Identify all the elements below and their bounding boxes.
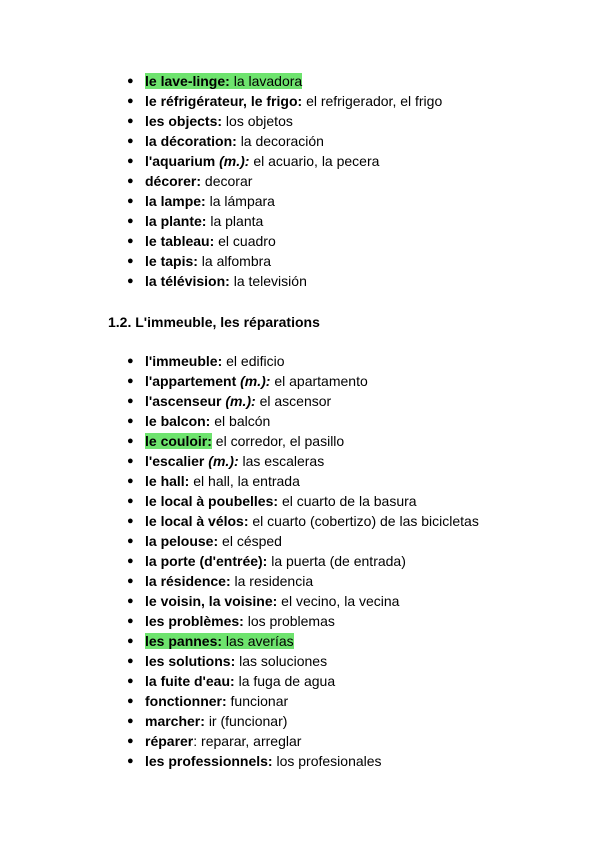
spanish-translation: el cuarto (cobertizo) de las bicicletas [252,513,479,529]
entry-text [145,553,406,569]
bullet-icon: ● [127,755,134,767]
list-item [126,471,479,491]
french-term: la porte (d'entrée): [145,553,268,569]
list-item [126,191,442,211]
list-item [126,491,479,511]
french-term: marcher: [145,713,205,729]
spanish-translation: el balcón [214,413,271,429]
french-term: les solutions: [145,653,236,669]
spanish-translation: las escaleras [242,453,325,469]
spanish-translation: los objetos [225,113,293,129]
spanish-translation: el vecino, la vecina [281,593,400,609]
bullet-icon: ● [127,275,134,287]
french-term: la télévision: [145,273,230,289]
bullet-icon: ● [127,155,134,167]
spanish-translation: la residencia [234,573,314,589]
entry-text [145,673,335,689]
list-item [126,91,442,111]
bullet-icon: ● [127,735,134,747]
list-item [126,731,479,751]
entry-text [145,733,301,749]
bullet-icon: ● [127,715,134,727]
list-item [126,651,479,671]
french-term: réparer [145,733,194,749]
spanish-translation: el cuarto de la basura [281,493,417,509]
french-term: le hall: [145,473,190,489]
french-term: le tableau: [145,233,215,249]
gender-marker: (m.): [240,373,271,389]
highlight [145,73,302,89]
list-item [126,71,442,91]
spanish-translation: la fuga de agua [238,673,336,689]
spanish-translation: el acuario, la pecera [253,153,380,169]
entry-text [145,513,479,529]
list-item [126,231,442,251]
entry-text [145,153,379,169]
entry-text [145,213,263,229]
french-term: le lave-linge: [145,73,230,89]
vocab-list-building [126,351,479,771]
entry-text [145,573,313,589]
bullet-icon: ● [127,695,134,707]
french-term: le couloir: [145,433,212,449]
bullet-icon: ● [127,475,134,487]
french-term: les professionnels: [145,753,273,769]
entry-text [145,633,294,649]
french-term: la pelouse: [145,533,219,549]
spanish-translation: el hall, la entrada [193,473,300,489]
french-term: le balcon: [145,413,211,429]
gender-marker: (m.): [225,393,256,409]
gender-marker: (m.): [208,453,239,469]
entry-text [145,373,368,389]
entry-text [145,433,212,449]
spanish-translation: la alfombra [201,253,272,269]
french-term: le voisin, la voisine: [145,593,278,609]
entry-text [145,73,302,89]
bullet-icon: ● [127,595,134,607]
list-item [126,551,479,571]
bullet-icon: ● [127,375,134,387]
entry-text [145,93,442,109]
french-term: la résidence: [145,573,231,589]
entry-text [145,453,324,469]
entry-text [145,233,276,249]
list-item [126,751,479,771]
french-term: la lampe: [145,193,206,209]
entry-text [145,393,331,409]
spanish-translation: la puerta (de entrada) [271,553,406,569]
bullet-icon: ● [127,655,134,667]
vocab-list-household [126,71,442,291]
list-item [126,591,479,611]
bullet-icon: ● [127,355,134,367]
entry-text [145,113,293,129]
entry-text [145,593,399,609]
list-item [126,171,442,191]
bullet-icon: ● [127,255,134,267]
entry-text [145,533,282,549]
bullet-icon: ● [127,675,134,687]
spanish-translation: el corredor, el pasillo [215,433,345,449]
entry-text [145,713,287,729]
spanish-translation: la lámpara [209,193,275,209]
spanish-translation: el ascensor [259,393,332,409]
french-term: l'appartement [145,373,237,389]
french-term: l'immeuble: [145,353,223,369]
bullet-icon: ● [127,495,134,507]
list-item [126,671,479,691]
list-item [126,211,442,231]
french-term: l'ascenseur [145,393,222,409]
list-item [126,351,479,371]
bullet-icon: ● [127,515,134,527]
spanish-translation: ir (funcionar) [208,713,288,729]
entry-text [145,493,417,509]
spanish-translation: decorar [204,173,253,189]
list-item [126,431,479,451]
spanish-translation: la lavadora [233,73,303,89]
bullet-icon: ● [127,575,134,587]
entry-text [145,133,324,149]
bullet-icon: ● [127,195,134,207]
french-term: le réfrigérateur, le frigo: [145,93,303,109]
spanish-translation: los problemas [247,613,335,629]
french-term: le local à poubelles: [145,493,279,509]
bullet-icon: ● [127,115,134,127]
entry-text [145,753,382,769]
entry-text [145,353,285,369]
entry-text [145,693,288,709]
spanish-translation: funcionar [230,693,289,709]
entry-text [145,273,307,289]
entry-text [145,413,270,429]
bullet-icon: ● [127,75,134,87]
french-term: les pannes: [145,633,223,649]
french-term: les objects: [145,113,223,129]
spanish-translation: el edificio [226,353,285,369]
spanish-translation: la decoración [240,133,324,149]
list-item [126,111,442,131]
list-item [126,251,442,271]
spanish-translation: : reparar, arreglar [193,733,302,749]
spanish-translation: la planta [210,213,264,229]
french-term: l'escalier [145,453,205,469]
gender-marker: (m.): [219,153,250,169]
list-item [126,391,479,411]
spanish-translation: el cuadro [218,233,276,249]
french-term: décorer: [145,173,202,189]
bullet-icon: ● [127,435,134,447]
bullet-icon: ● [127,415,134,427]
french-term: le local à vélos: [145,513,249,529]
section-heading: 1.2. L'immeuble, les réparations [108,314,320,330]
bullet-icon: ● [127,235,134,247]
list-item [126,711,479,731]
highlight [145,633,294,649]
bullet-icon: ● [127,635,134,647]
list-item [126,571,479,591]
bullet-icon: ● [127,215,134,227]
entry-text [145,173,252,189]
entry-text [145,613,335,629]
bullet-icon: ● [127,95,134,107]
list-item [126,151,442,171]
list-item [126,411,479,431]
french-term: les problèmes: [145,613,244,629]
list-item [126,131,442,151]
spanish-translation: el refrigerador, el frigo [306,93,443,109]
list-item [126,271,442,291]
spanish-translation: el apartamento [274,373,368,389]
entry-text [145,473,300,489]
french-term: la décoration: [145,133,237,149]
french-term: la fuite d'eau: [145,673,235,689]
bullet-icon: ● [127,615,134,627]
spanish-translation: la televisión [233,273,307,289]
entry-text [145,653,327,669]
highlight [145,433,212,449]
entry-text [145,253,271,269]
entry-text [145,193,275,209]
spanish-translation: las soluciones [239,653,328,669]
list-item [126,691,479,711]
list-item [126,451,479,471]
list-item [126,631,479,651]
bullet-icon: ● [127,395,134,407]
french-term: le tapis: [145,253,198,269]
french-term: fonctionner: [145,693,227,709]
bullet-icon: ● [127,535,134,547]
list-item [126,611,479,631]
french-term: l'aquarium [145,153,216,169]
spanish-translation: el césped [222,533,282,549]
bullet-icon: ● [127,175,134,187]
bullet-icon: ● [127,135,134,147]
bullet-icon: ● [127,555,134,567]
bullet-icon: ● [127,455,134,467]
spanish-translation: las averías [225,633,294,649]
list-item [126,371,479,391]
list-item [126,531,479,551]
list-item [126,511,479,531]
spanish-translation: los profesionales [276,753,382,769]
french-term: la plante: [145,213,207,229]
